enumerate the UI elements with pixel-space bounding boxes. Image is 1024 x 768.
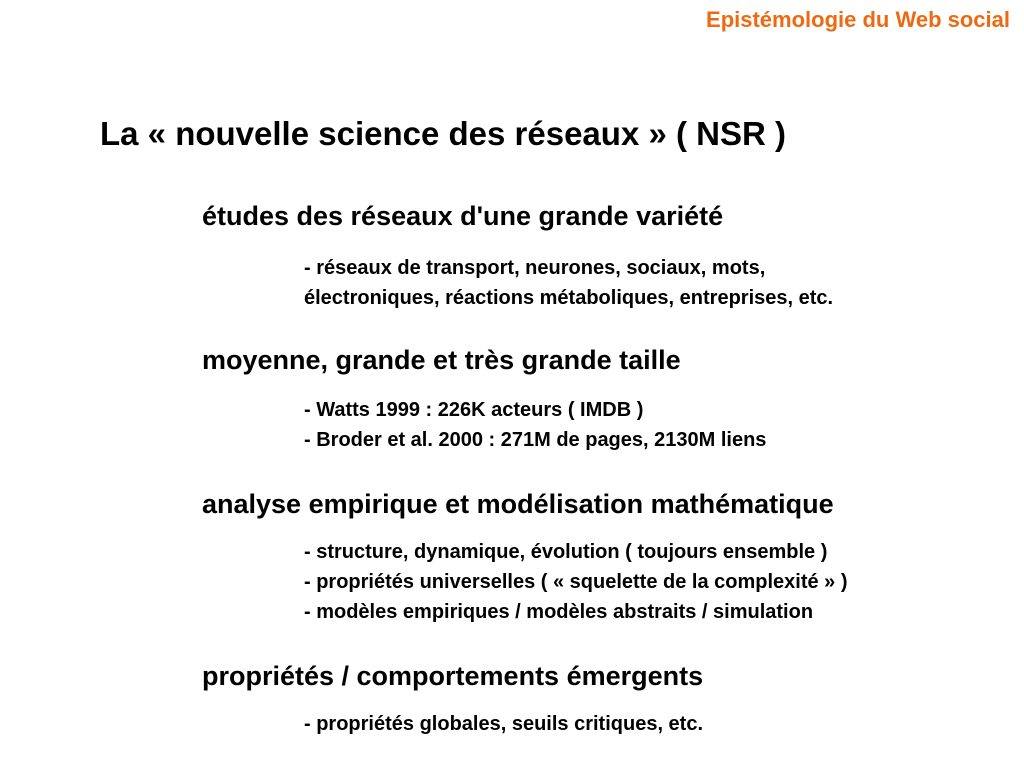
section-bullets-emergence [304,709,703,739]
bullet-line: - propriétés universelles ( « squelette de la complexité » ) [304,571,848,593]
section-bullets-size [304,395,766,455]
section-heading-emergence: propriétés / comportements émergents [202,661,704,691]
bullet-line: - Broder et al. 2000 : 271M de pages, 2130M liens [304,429,767,451]
section-heading-analysis: analyse empirique et modélisation mathématique [202,489,834,519]
section-heading-varieties: études des réseaux d'une grande variété [202,201,724,231]
bullet-line: - propriétés globales, seuils critiques, etc. [304,713,704,735]
section-heading-size: moyenne, grande et très grande taille [202,345,681,375]
section-bullets-varieties [304,253,833,313]
slide-title: La « nouvelle science des réseaux » ( NSR ) [100,115,786,152]
bullet-line: - structure, dynamique, évolution ( toujours ensemble ) [304,541,828,563]
bullet-line: - modèles empiriques / modèles abstraits / simulation [304,601,814,623]
bullet-line: - Watts 1999 : 226K acteurs ( IMDB ) [304,399,644,421]
slide-header: Epistémologie du Web social [706,7,1010,32]
section-bullets-analysis [304,537,848,627]
bullet-line: - réseaux de transport, neurones, sociaux, mots, [304,257,766,279]
bullet-line: électroniques, réactions métaboliques, entreprises, etc. [304,287,834,309]
